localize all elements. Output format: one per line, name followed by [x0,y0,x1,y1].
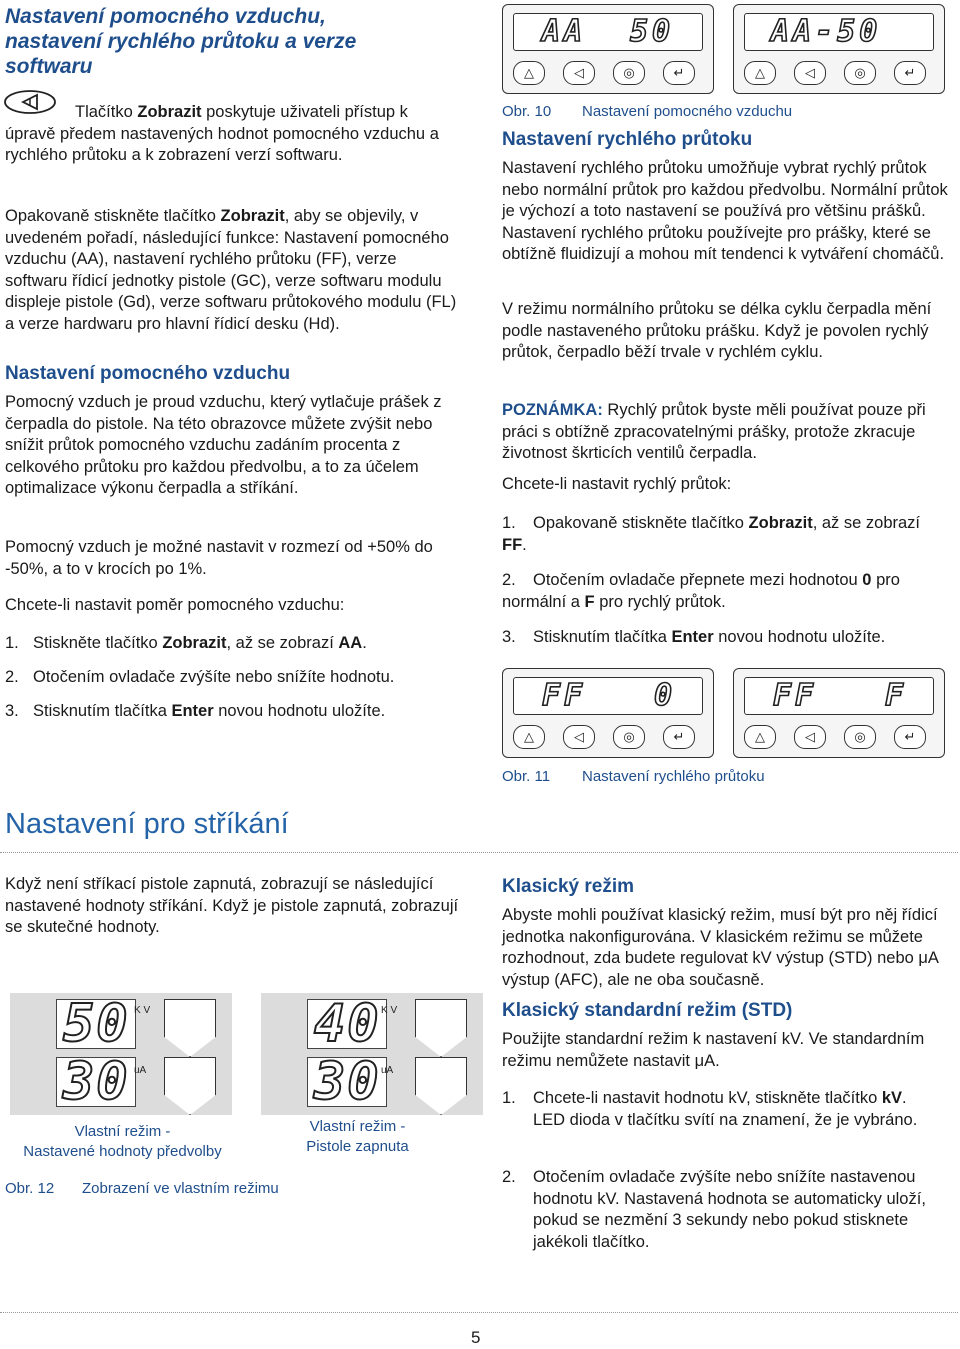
air-paragraph-1: Pomocný vzduch je proud vzduchu, který vytlačuje prášek z čerpadla do pistole. Na této obrazovce můžete zvýšit nebo snížit průtok pomocného vzduchu zadáním procenta z celkového průtoku pro každou předvolbu, a to za účelem optimalizace výkonu čerpadla a stříkání. [5,393,442,497]
control-panel-ff-0 [502,668,714,758]
ua-button[interactable] [164,1057,216,1115]
control-panel-aa-50 [502,4,714,94]
kv-display [307,994,387,1054]
figure-12b-caption: Vlastní režim - Pistole zapnuta [306,1118,409,1155]
left-arrow-icon[interactable]: ◁ [563,61,595,85]
display-button-icon[interactable]: ◎ [844,725,876,749]
fast-step-2: 2. Otočením ovladače přepnete mezi hodnotou 0 pro normální a F pro rychlý průtok. [502,571,900,611]
spray-paragraph: Když není stříkací pistole zapnutá, zobrazují se následující nastavené hodnoty stříkání. Když je pistole zapnutá, zobrazují se skutečné hodnoty. [5,875,459,936]
fast-paragraph-3: Chcete-li nastavit rychlý průtok: [502,475,732,493]
display-code: AA-50 [771,14,882,49]
figure-12-label: Obr. 12 [5,1180,55,1197]
kv-unit: K V [134,1005,151,1016]
display-window [513,13,703,51]
kv-button[interactable] [415,999,467,1057]
air-paragraph-2: Pomocný vzduch je možné nastavit v rozmezí od +50% do -50%, a to v krocích po 1%. [5,538,433,578]
repeat-text: Opakovaně stiskněte tlačítko Zobrazit, aby se objevily, v uvedeném pořadí, následující funkce: Nastavení pomocného vzduchu (AA), nastavení rychlého průtoku (FF), verze softwaru řídicí jednotky pistole (GC), verze softwaru modulu displeje pistole (Gd), verze softwaru průtokového modulu (FL) a verze hardwaru pro hlavní řídicí desku (Hd). [5,207,457,333]
classic-paragraph: Abyste mohli používat klasický režim, musí být pro něj řídicí jednotka nakonfigurována. V klasickém režimu se můžete rozhodnout, zda budete regulovat kV výstup (STD) nebo μA výstup (AFC), ale ne oba současně. [502,906,939,989]
fast-paragraph-1: Nastavení rychlého průtoku umožňuje vybrat rychlý průtok nebo normální průtok pro každou předvolbu. Normální průtok je výchozí a toto nastavení se používá pro většinu prášků. Nastavení rychlého průtoku používejte pro prášky, které se obtížně fluidizují a mohou mít tendenci k vytváření chomáčů. [502,159,948,263]
air-step-3: 3. Stisknutím tlačítka Enter novou hodnotu uložíte. [5,702,386,720]
spray-section-title: Nastavení pro stříkání [5,808,289,840]
figure-11-label: Obr. 11 [502,768,551,785]
display-code: AA [542,14,587,49]
fast-step-1: 1. Opakovaně stiskněte tlačítko Zobrazit, až se zobrazí FF. [502,514,921,554]
up-arrow-icon[interactable]: △ [744,61,776,85]
ua-display [56,1052,136,1112]
classic-heading: Klasický režim [502,876,635,897]
page-number: 5 [471,1328,481,1347]
kv-value: 50 [63,994,130,1054]
enter-icon[interactable]: ↵ [894,61,926,85]
spray-display-gun-on [261,993,483,1115]
figure-10-caption: Nastavení pomocného vzduchu [582,103,793,120]
ua-unit: uA [381,1065,394,1076]
spray-step-1: 1. Chcete-li nastavit hodnotu kV, stiskněte tlačítko kV. LED dioda v tlačítku svítí na znamení, že je vybráno. [502,1089,918,1129]
display-code: FF [542,678,587,713]
ua-value: 30 [314,1052,381,1112]
up-arrow-icon[interactable]: △ [513,61,545,85]
display-code: FF [773,678,818,713]
kv-display [56,994,136,1054]
display-button-icon[interactable]: ◎ [613,725,645,749]
enter-icon[interactable]: ↵ [663,725,695,749]
left-arrow-icon[interactable]: ◁ [794,61,826,85]
section-title: Nastavení pomocného vzduchu, nastavení rychlého průtoku a verze softwaru [5,5,357,78]
display-value: 50 [630,14,675,49]
std-paragraph: Použijte standardní režim k nastavení kV. Ve standardním režimu nemůžete nastavit μA. [502,1030,925,1070]
spray-step-2: 2. Otočením ovladače zvýšíte nebo snížíte nastavenou hodnotu kV. Nastavená hodnota se automaticky uloží, pokud se nezmění 3 sekundy nebo pokud stisknete jakékoli tlačítko. [502,1168,926,1251]
ua-value: 30 [63,1052,130,1112]
kv-unit: K V [381,1005,398,1016]
display-value: F [885,678,908,713]
spray-display-preset [10,993,232,1115]
figure-12-caption: Zobrazení ve vlastním režimu [82,1180,279,1197]
up-arrow-icon[interactable]: △ [513,725,545,749]
ua-unit: uA [134,1065,147,1076]
display-window [513,677,703,715]
kv-value: 40 [314,994,381,1054]
control-panel-aa-minus-50 [733,4,945,94]
kv-button[interactable] [164,999,216,1057]
display-button-icon[interactable]: ◎ [613,61,645,85]
display-button-icon[interactable]: ◎ [844,61,876,85]
note: POZNÁMKA: Rychlý průtok byste měli používat pouze při práci s obtížně zpracovatelnými prášky, protože zkracuje životnost škrticích ventilů čerpadla. [502,401,926,462]
figure-12a-caption: Vlastní režim - Nastavené hodnoty předvolby [23,1123,222,1160]
fast-heading: Nastavení rychlého průtoku [502,129,753,150]
air-step-1: 1. Stiskněte tlačítko Zobrazit, až se zobrazí AA. [5,634,367,652]
figure-10-label: Obr. 10 [502,103,552,120]
std-heading: Klasický standardní režim (STD) [502,1000,793,1021]
up-arrow-icon[interactable]: △ [744,725,776,749]
display-window [744,677,934,715]
fast-paragraph-2: V režimu normálního průtoku se délka cyklu čerpadla mění podle nastaveného průtoku prášku. Když je povolen rychlý průtok, čerpadlo běží trvale v rychlém cyklu. [502,300,932,361]
display-window [744,13,934,51]
control-panel-ff-f [733,668,945,758]
ua-display [307,1052,387,1112]
air-step-2: 2. Otočením ovladače zvýšíte nebo snížíte hodnotu. [5,668,395,686]
air-paragraph-3: Chcete-li nastavit poměr pomocného vzduchu: [5,596,345,614]
left-arrow-icon[interactable]: ◁ [794,725,826,749]
intro-text: Tlačítko Zobrazit poskytuje uživateli přístup k úpravě předem nastavených hodnot pomocného vzduchu a rychlého průtoku a k zobrazení verzí softwaru. [5,103,439,164]
figure-11-caption: Nastavení rychlého průtoku [582,768,765,785]
left-arrow-icon[interactable]: ◁ [563,725,595,749]
display-value: 0 [654,678,677,713]
section-divider [0,852,958,853]
enter-icon[interactable]: ↵ [663,61,695,85]
ua-button[interactable] [415,1057,467,1115]
footer-divider [0,1312,958,1313]
air-heading: Nastavení pomocného vzduchu [5,363,291,384]
enter-icon[interactable]: ↵ [894,725,926,749]
fast-step-3: 3. Stisknutím tlačítka Enter novou hodnotu uložíte. [502,628,886,646]
